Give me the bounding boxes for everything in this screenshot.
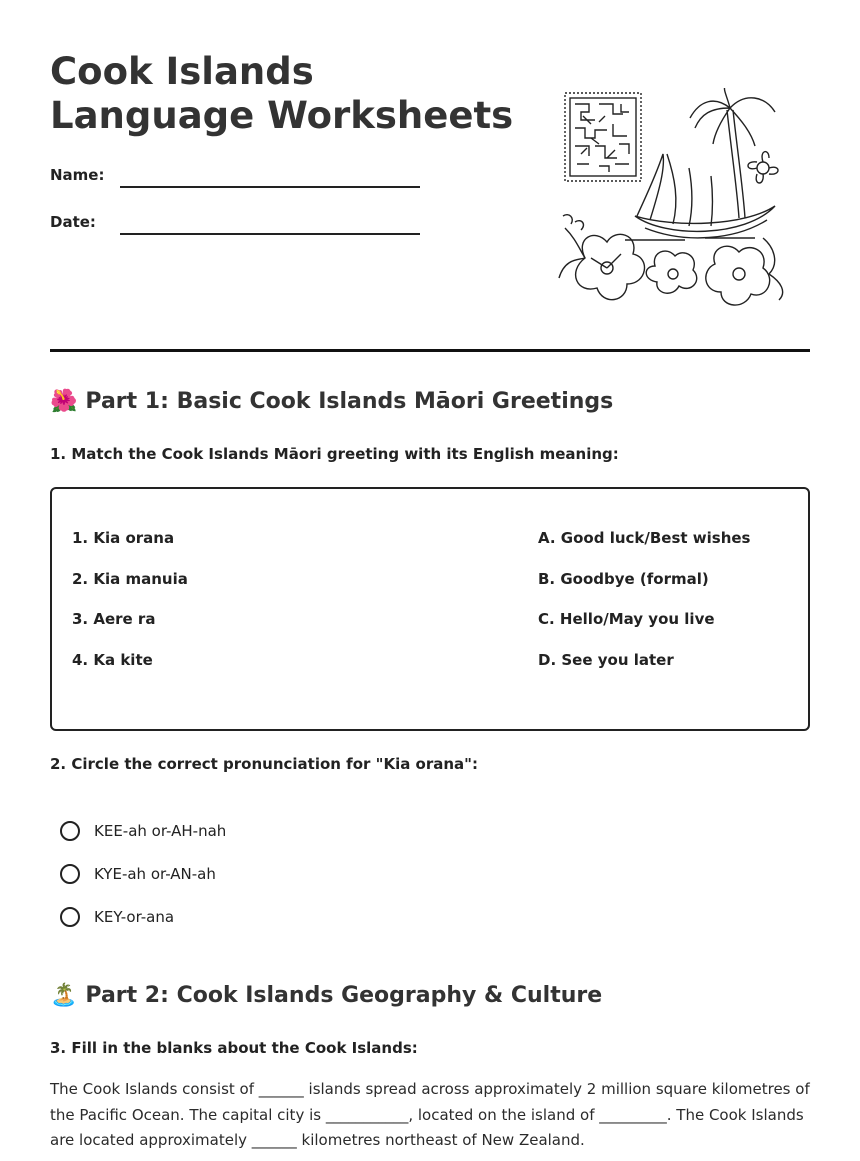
option-label: KEY-or-ana <box>94 908 175 926</box>
page-title: Cook Islands Language Worksheets <box>50 50 514 137</box>
meaning-c: C. Hello/May you live <box>538 610 715 628</box>
date-input-line[interactable] <box>120 233 420 235</box>
canoe-icon <box>625 154 775 240</box>
fill-in-paragraph: The Cook Islands consist of ______ islands spread across approximately 2 million square kilometres of the Pacific Ocean. The capital city is ___________, located on the island of _________. The Cook Islands are located approximately ______ kilometres northeast of New Zealand. <box>50 1080 810 1149</box>
greeting-2: 2. Kia manuia <box>72 570 188 588</box>
hibiscus-icon <box>748 152 778 183</box>
meaning-a: A. Good luck/Best wishes <box>538 529 751 547</box>
question-1: 1. Match the Cook Islands Māori greeting with its English meaning: <box>50 445 619 463</box>
part2-heading-text: Part 2: Cook Islands Geography & Culture <box>85 983 603 1008</box>
island-emoji-icon: 🏝️ <box>50 983 78 1008</box>
option-label: KYE-ah or-AN-ah <box>94 865 216 883</box>
part1-heading-text: Part 1: Basic Cook Islands Māori Greetings <box>85 389 614 414</box>
radio-circle-icon[interactable] <box>60 907 80 927</box>
part1-heading <box>50 389 613 414</box>
hibiscus-emoji-icon: 🌺 <box>50 389 78 414</box>
meaning-d: D. See you later <box>538 651 674 669</box>
name-label: Name: <box>50 166 105 184</box>
section-divider <box>50 349 810 352</box>
greeting-4: 4. Ka kite <box>72 651 153 669</box>
pronunciation-option-3[interactable] <box>60 907 174 927</box>
greeting-3: 3. Aere ra <box>72 610 156 628</box>
question-2: 2. Circle the correct pronunciation for "Kia orana": <box>50 755 478 773</box>
tapa-pattern-icon <box>565 93 641 181</box>
matching-box <box>50 487 810 731</box>
canoe-palm-hibiscus-illustration <box>555 88 790 313</box>
radio-circle-icon[interactable] <box>60 821 80 841</box>
meaning-b: B. Goodbye (formal) <box>538 570 709 588</box>
part2-heading <box>50 983 602 1008</box>
date-label: Date: <box>50 213 96 231</box>
pronunciation-option-1[interactable] <box>60 821 226 841</box>
option-label: KEE-ah or-AH-nah <box>94 822 227 840</box>
greeting-1: 1. Kia orana <box>72 529 175 547</box>
question-3: 3. Fill in the blanks about the Cook Islands: <box>50 1039 418 1057</box>
radio-circle-icon[interactable] <box>60 864 80 884</box>
pronunciation-option-2[interactable] <box>60 864 216 884</box>
name-input-line[interactable] <box>120 186 420 188</box>
